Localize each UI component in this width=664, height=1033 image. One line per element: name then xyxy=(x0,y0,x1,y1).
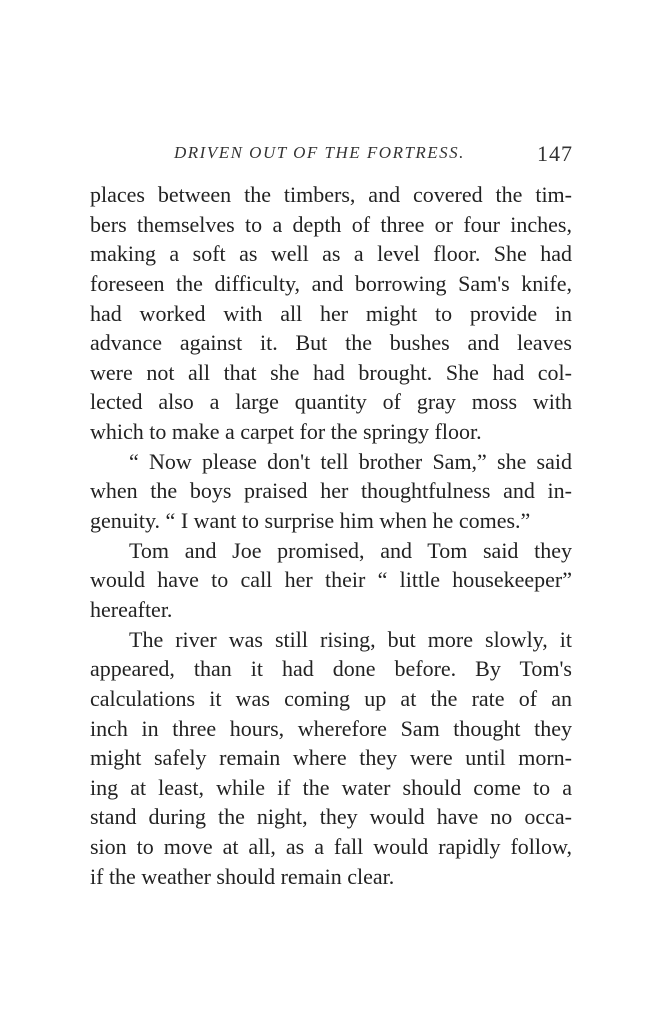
text-line: calculations it was coming up at the rate of an xyxy=(90,685,572,711)
text-line: would have to call her their “ little housekeeper” xyxy=(90,567,572,593)
text-line: The river was still rising, but more slowly, it xyxy=(129,626,572,652)
text-line: inch in three hours, wherefore Sam thought they xyxy=(90,715,572,741)
text-line: places between the timbers, and covered the tim- xyxy=(90,182,572,207)
text-line: making a soft as well as a level floor. She had xyxy=(90,241,572,267)
text-line: hereafter. xyxy=(90,596,173,622)
text-line: sion to move at all, as a fall would rapidly follow, xyxy=(90,834,572,860)
text-line: stand during the night, they would have no occa- xyxy=(90,804,572,830)
text-line: appeared, than it had done before. By Tom's xyxy=(90,656,572,682)
text-line: genuity. “ I want to surprise him when he comes.” xyxy=(90,508,531,534)
text-line: advance against it. But the bushes and leaves xyxy=(90,330,572,356)
text-line: bers themselves to a depth of three or four inches, xyxy=(90,211,572,237)
text-line: foreseen the difficulty, and borrowing Sam's knife, xyxy=(90,270,572,296)
text-line: “ Now please don't tell brother Sam,” she said xyxy=(129,448,572,474)
text-line: Tom and Joe promised, and Tom said they xyxy=(129,537,572,563)
text-line: when the boys praised her thoughtfulness and in- xyxy=(90,478,572,504)
text-line: had worked with all her might to provide in xyxy=(90,300,572,326)
running-head: DRIVEN OUT OF THE FORTRESS. xyxy=(174,143,465,162)
page-number: 147 xyxy=(537,141,573,166)
text-line: which to make a carpet for the springy floor. xyxy=(90,419,482,445)
text-line: were not all that she had brought. She had col- xyxy=(90,359,572,385)
text-line: might safely remain where they were until morn- xyxy=(90,745,572,771)
body-text xyxy=(90,180,572,891)
text-line: lected also a large quantity of gray moss with xyxy=(90,389,572,415)
text-line: ing at least, while if the water should come to a xyxy=(90,774,572,800)
text-line: if the weather should remain clear. xyxy=(90,863,395,889)
